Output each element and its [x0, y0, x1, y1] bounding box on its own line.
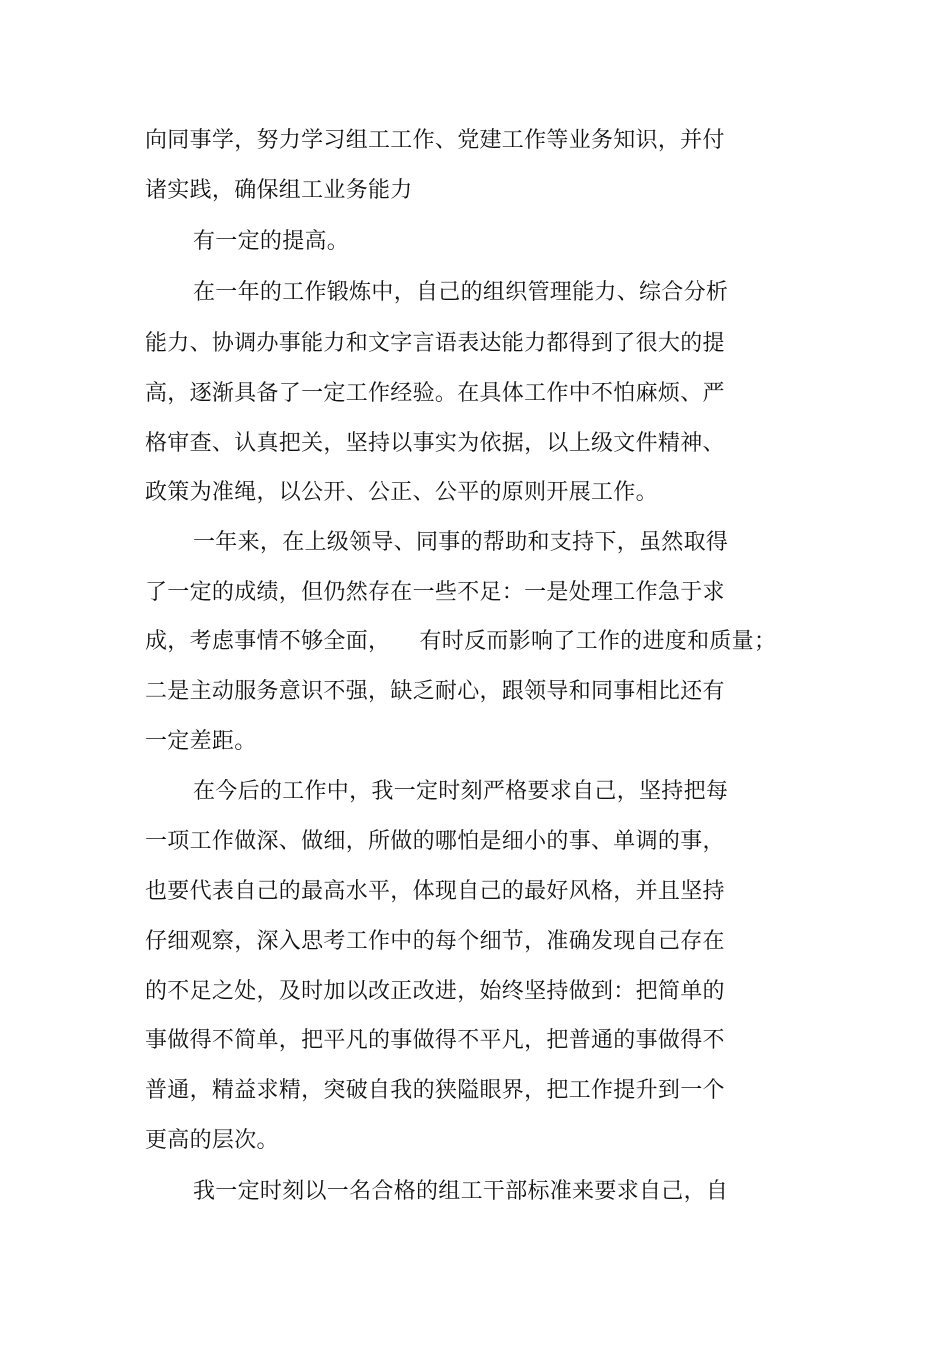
text-line: 在一年的工作锻炼中，自己的组织管理能力、综合分析 [193, 280, 729, 305]
text-line: 高，逐渐具备了一定工作经验。在具体工作中不怕麻烦、严 [145, 381, 725, 406]
text-line: 一项工作做深、做细，所做的哪怕是细小的事、单调的事， [145, 829, 725, 854]
text-line: 诸实践，确保组工业务能力 [145, 178, 413, 203]
text-line: 一定差距。 [145, 729, 257, 754]
text-line: 了一定的成绩，但仍然存在一些不足：一是处理工作急于求 [145, 580, 725, 605]
text-line: 的不足之处，及时加以改正改进，始终坚持做到：把简单的 [145, 979, 725, 1004]
text-line: 在今后的工作中，我一定时刻严格要求自己，坚持把每 [193, 779, 729, 804]
text-line: 一年来，在上级领导、同事的帮助和支持下，虽然取得 [193, 530, 729, 555]
text-line: 政策为准绳，以公开、公正、公平的原则开展工作。 [145, 480, 658, 505]
text-line: 格审查、认真把关，坚持以事实为依据，以上级文件精神、 [145, 431, 725, 456]
text-line: 向同事学，努力学习组工工作、党建工作等业务知识，并付 [145, 128, 725, 153]
text-line: 有一定的提高。 [193, 229, 350, 254]
text-line: 能力、协调办事能力和文字言语表达能力都得到了很大的提 [145, 331, 725, 356]
text-line: 仔细观察，深入思考工作中的每个细节，准确发现自己存在 [145, 929, 725, 954]
text-line: 我一定时刻以一名合格的组工干部标准来要求自己，自 [193, 1179, 729, 1204]
text-line: 事做得不简单，把平凡的事做得不平凡，把普通的事做得不 [145, 1028, 725, 1053]
text-line: 更高的层次。 [145, 1128, 279, 1153]
text-line: 成，考虑事情不够全面， 有时反而影响了工作的进度和质量； [145, 629, 777, 654]
text-line: 普通，精益求精，突破自我的狭隘眼界，把工作提升到一个 [145, 1078, 725, 1103]
text-line: 也要代表自己的最高水平，体现自己的最好风格，并且坚持 [145, 879, 725, 904]
text-line: 二是主动服务意识不强，缺乏耐心，跟领导和同事相比还有 [145, 679, 725, 704]
